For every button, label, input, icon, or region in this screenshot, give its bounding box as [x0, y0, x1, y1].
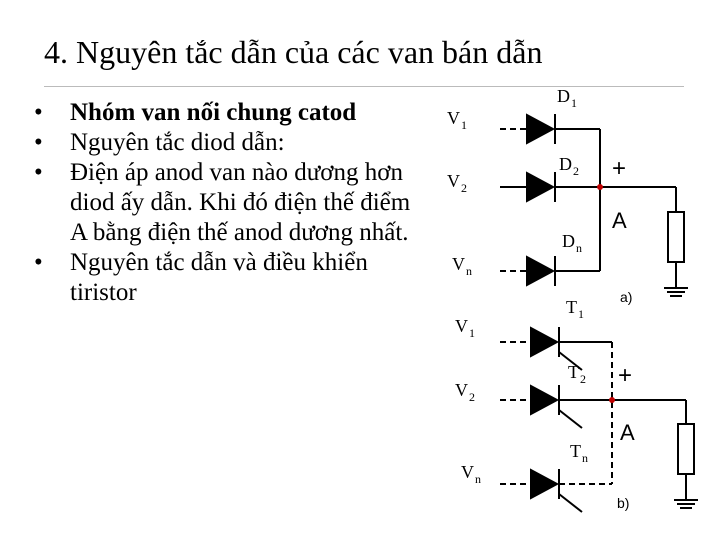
input-label-base: V: [455, 380, 468, 400]
bullet-marker: •: [34, 249, 43, 276]
thyristor-t1: [531, 328, 557, 356]
device-label-sub: 1: [578, 307, 584, 321]
caption-a: a): [620, 289, 633, 305]
plus-sign-a: +: [612, 155, 627, 182]
bullet-text: Nguyên tắc diod dẫn:: [70, 129, 285, 156]
device-label-base: D: [559, 154, 572, 174]
thyristor-t2-gate: [559, 410, 582, 428]
bullet-text: Nguyên tắc dẫn và điều khiển tiristor: [70, 249, 368, 306]
input-label-vn: [461, 462, 481, 486]
input-label-vn: [452, 254, 472, 278]
thyristor-tn-gate: [559, 494, 582, 512]
slide-title: 4. Nguyên tắc dẫn của các van bán dẫn: [44, 34, 543, 70]
input-label-base: V: [461, 462, 474, 482]
load-resistor: [678, 424, 694, 474]
input-label-sub: 2: [469, 390, 475, 404]
diode-dn: [527, 257, 553, 285]
node-a-dot: [597, 184, 603, 190]
input-label-sub: 1: [469, 326, 475, 340]
diode-d1: [527, 115, 553, 143]
input-label-v1: [455, 316, 475, 340]
diode-d2: [527, 173, 553, 201]
bullet-marker: •: [34, 159, 43, 186]
device-label-t2: [568, 362, 586, 386]
thyristor-t2: [531, 386, 557, 414]
device-label-sub: 2: [573, 164, 579, 178]
input-label-sub: 1: [461, 118, 467, 132]
input-label-base: V: [455, 316, 468, 336]
device-label-d1: [557, 86, 577, 110]
device-label-t1: [566, 297, 584, 321]
diagram-a: [500, 114, 688, 296]
device-label-base: D: [562, 231, 575, 251]
input-label-v2: [455, 380, 475, 404]
node-label-a: A: [612, 208, 627, 233]
input-label-base: V: [447, 108, 460, 128]
input-label-v1: [447, 108, 467, 132]
device-label-sub: n: [582, 451, 588, 465]
input-label-base: V: [447, 171, 460, 191]
input-label-base: V: [452, 254, 465, 274]
input-label-sub: 2: [461, 181, 467, 195]
bullet-text: Nhóm van nối chung catod: [70, 99, 357, 126]
thyristor-tn: [531, 470, 557, 498]
device-label-sub: 2: [580, 372, 586, 386]
load-resistor: [668, 212, 684, 262]
diagram-b: [500, 327, 698, 512]
input-label-sub: n: [466, 264, 472, 278]
device-label-sub: 1: [571, 96, 577, 110]
node-label-b: A: [620, 420, 635, 445]
bullet-text: Điện áp anod van nào dương hơn diod ấy dẫn. Khi đó điện thế điểm A bằng điện thế anod dương nhất.: [70, 159, 411, 246]
caption-b: b): [617, 495, 630, 511]
device-label-base: T: [566, 297, 577, 317]
plus-sign-b: +: [618, 362, 633, 389]
bullet-marker: •: [34, 99, 43, 126]
device-label-sub: n: [576, 241, 582, 255]
node-b-dot: [609, 397, 615, 403]
device-label-base: D: [557, 86, 570, 106]
device-label-base: T: [570, 441, 581, 461]
device-label-d2: [559, 154, 579, 178]
input-label-v2: [447, 171, 467, 195]
device-label-base: T: [568, 362, 579, 382]
bullet-marker: •: [34, 129, 43, 156]
device-label-dn: [562, 231, 582, 255]
input-label-sub: n: [475, 472, 481, 486]
device-label-tn: [570, 441, 588, 465]
